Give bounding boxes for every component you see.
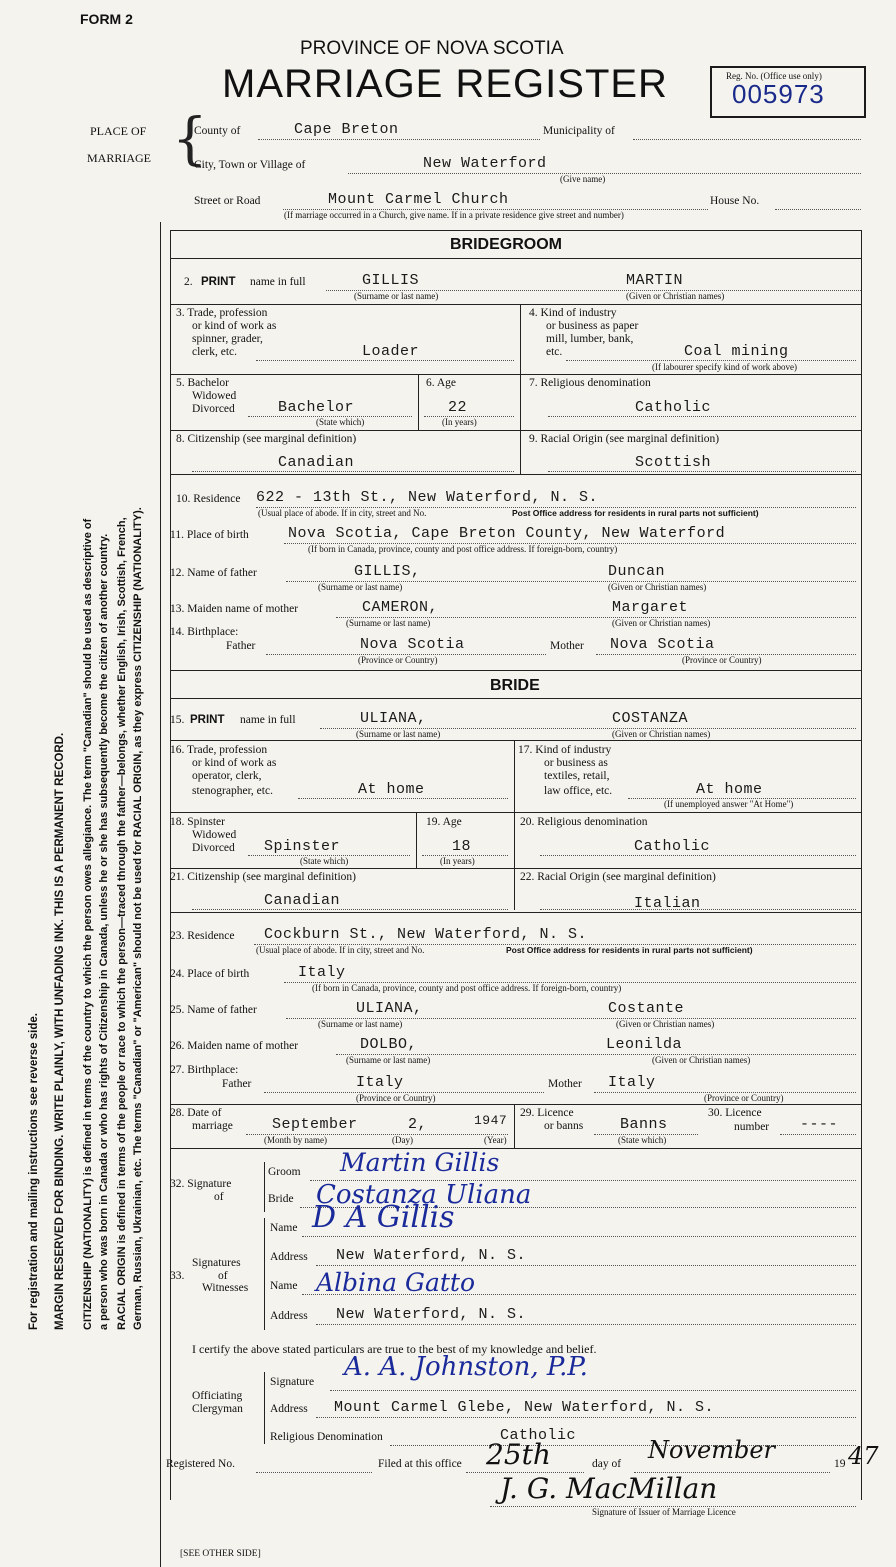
bride-father-surname: ULIANA, <box>356 1000 423 1017</box>
groom-sig-label: Groom <box>268 1166 301 1178</box>
bride-mother-birthplace: Italy <box>608 1074 656 1091</box>
groom-mother-surname: CAMERON, <box>362 599 439 616</box>
groom-citizenship: Canadian <box>278 454 355 471</box>
bride-birthplace-note: (If born in Canada, province, county and post office address. If foreign-born, country) <box>312 983 622 993</box>
month-note: (Month by name) <box>264 1135 327 1145</box>
bride-racial: Italian <box>634 895 701 912</box>
w1-signature: D A Gillis <box>312 1200 455 1235</box>
bride-father-birthplace-note: (Province or Country) <box>356 1093 436 1103</box>
w1-name-label: Name <box>270 1222 298 1234</box>
licence-label: 30. Licence <box>708 1107 762 1119</box>
bride-given-note: (Given or Christian names) <box>612 729 711 739</box>
witness-num: 33. <box>170 1270 185 1282</box>
reg-no-value: 005973 <box>732 79 825 109</box>
bride-father-label: 25. Name of father <box>170 1004 257 1016</box>
clergy-sig-label: Signature <box>270 1376 315 1388</box>
groom-trade-line-a: or kind of work as <box>192 320 277 332</box>
groom-industry-line-b: mill, lumber, bank, <box>546 333 634 345</box>
province-title: PROVINCE OF NOVA SCOTIA <box>300 38 564 59</box>
municipality-label: Municipality of <box>543 125 615 137</box>
bride-mother-birthplace-note: (Province or Country) <box>704 1093 784 1103</box>
bride-age-note: (In years) <box>440 856 475 866</box>
issuer-label: Signature of Issuer of Marriage Licence <box>592 1507 736 1517</box>
bride-heading: BRIDE <box>490 677 540 694</box>
bride-age-label: 19. Age <box>426 816 462 828</box>
groom-birthplace: Nova Scotia, Cape Breton County, New Waterford <box>288 525 726 542</box>
reg-no-label: Reg. No. (Office use only) <box>726 71 822 81</box>
bride-marital-label: 18. Spinster <box>170 816 225 828</box>
registered-label: Registered No. <box>166 1458 235 1470</box>
groom-birthplace-label: 11. Place of birth <box>170 529 249 541</box>
w1-address: New Waterford, N. S. <box>336 1247 527 1264</box>
w2-address-label: Address <box>270 1310 308 1322</box>
witness-label-of: of <box>218 1270 228 1282</box>
bride-trade: At home <box>358 781 425 798</box>
certify-text: I certify the above stated particulars are true to the best of my knowledge and belief. <box>192 1342 597 1356</box>
groom-father-surname-note: (Surname or last name) <box>318 582 403 592</box>
bride-birthplaces-father-label: Father <box>222 1078 252 1090</box>
witness-label: Signatures <box>192 1257 241 1269</box>
groom-residence-note-b: Post Office address for residents in rural parts not sufficient) <box>512 508 759 518</box>
bride-birthplaces-label: 27. Birthplace: <box>170 1064 239 1076</box>
bride-marital-note: (State which) <box>300 856 349 866</box>
groom-father-surname: GILLIS, <box>354 563 421 580</box>
bride-surname: ULIANA, <box>360 710 427 727</box>
clergyman-label: Clergyman <box>192 1403 243 1415</box>
groom-age: 22 <box>448 399 468 416</box>
clergy-religion: Catholic <box>500 1427 577 1444</box>
banns-value: Banns <box>620 1116 668 1133</box>
groom-name-label: name in full <box>250 276 306 288</box>
bride-industry: At home <box>696 781 763 798</box>
city-note: (Give name) <box>560 174 606 184</box>
groom-racial-label: 9. Racial Origin (see marginal definition) <box>529 433 720 445</box>
marriage-year: 1947 <box>474 1113 508 1128</box>
groom-heading: BRIDEGROOM <box>450 236 562 253</box>
groom-marital: Bachelor <box>278 399 355 416</box>
side-note-1: For registration and mailing instructions see reverse side. <box>28 1013 40 1330</box>
witness-label-c: Witnesses <box>202 1282 249 1294</box>
side-note-4: a person who was born in Canada or who has rights of Citizenship in Canada, unless he or she has subsequently become the citizen of another country. <box>98 533 110 1330</box>
groom-birthplace-note: (If born in Canada, province, county and post office address. If foreign-born, country) <box>308 544 618 554</box>
groom-print: PRINT <box>201 276 236 288</box>
banns-label: 29. Licence <box>520 1107 574 1119</box>
bride-trade-line-a: or kind of work as <box>192 757 277 769</box>
groom-religion: Catholic <box>635 399 712 416</box>
page-title: MARRIAGE REGISTER <box>222 62 668 106</box>
marriage-label: MARRIAGE <box>87 151 152 165</box>
bride-religion-label: 20. Religious denomination <box>520 816 648 828</box>
groom-father-label: 12. Name of father <box>170 567 257 579</box>
filed-label: Filed at this office <box>378 1458 462 1470</box>
bride-father-given-note: (Given or Christian names) <box>616 1019 715 1029</box>
issuer-signature: J. G. MacMillan <box>500 1472 718 1505</box>
w2-address: New Waterford, N. S. <box>336 1306 527 1323</box>
groom-citizenship-label: 8. Citizenship (see marginal definition) <box>176 433 357 445</box>
street-label: Street or Road <box>194 195 261 207</box>
bride-given: COSTANZA <box>612 710 689 727</box>
bride-residence-note-b: Post Office address for residents in rural parts not sufficient) <box>506 945 753 955</box>
groom-trade-line-c: clerk, etc. <box>192 346 238 358</box>
licence-number: ---- <box>800 1116 839 1133</box>
groom-marital-label: 5. Bachelor <box>176 377 230 389</box>
groom-residence-label: 10. Residence <box>176 493 241 505</box>
officiating-label: Officiating <box>192 1390 243 1402</box>
groom-mother-given-note: (Given or Christian names) <box>612 618 711 628</box>
groom-surname: GILLIS <box>362 272 420 289</box>
bride-name-label: name in full <box>240 714 296 726</box>
groom-industry-note: (If labourer specify kind of work above) <box>652 362 797 372</box>
bride-surname-note: (Surname or last name) <box>356 729 441 739</box>
bride-mother-surname-note: (Surname or last name) <box>346 1055 431 1065</box>
w2-signature: Albina Gatto <box>316 1268 476 1297</box>
house-label: House No. <box>710 195 760 207</box>
clergy-religion-label: Religious Denomination <box>270 1431 383 1443</box>
bride-citizenship: Canadian <box>264 892 341 909</box>
groom-surname-note: (Surname or last name) <box>354 291 439 301</box>
county-value: Cape Breton <box>294 121 399 138</box>
sig-label-of: of <box>214 1191 224 1203</box>
bride-father-surname-note: (Surname or last name) <box>318 1019 403 1029</box>
bride-industry-line-c: law office, etc. <box>544 785 613 797</box>
bride-mother-surname: DOLBO, <box>360 1036 418 1053</box>
groom-industry-line-c: etc. <box>546 346 563 358</box>
groom-trade: Loader <box>362 343 420 360</box>
licence-label-b: number <box>734 1121 770 1133</box>
year-prefix: 19 <box>834 1458 846 1470</box>
year-note: (Year) <box>484 1135 507 1145</box>
bride-print: PRINT <box>190 714 225 726</box>
groom-industry: Coal mining <box>684 343 789 360</box>
bride-industry-note: (If unemployed answer "At Home") <box>664 799 794 809</box>
bride-residence: Cockburn St., New Waterford, N. S. <box>264 926 588 943</box>
frame-left <box>160 222 161 1567</box>
bride-citizenship-label: 21. Citizenship (see marginal definition) <box>170 871 356 883</box>
marriage-month: September <box>272 1116 358 1133</box>
groom-given-note: (Given or Christian names) <box>626 291 725 301</box>
groom-mother-surname-note: (Surname or last name) <box>346 618 431 628</box>
groom-marital-divorced: Divorced <box>192 403 235 415</box>
city-label: City, Town or Village of <box>194 159 306 171</box>
groom-birthplaces-mother-label: Mother <box>550 640 584 652</box>
groom-age-note: (In years) <box>442 417 477 427</box>
side-note-5: RACIAL ORIGIN is defined in terms of the people or race to which the person—traced through the father—belongs, whether English, Irish, Scottish, French, <box>116 517 128 1330</box>
groom-father-given: Duncan <box>608 563 666 580</box>
groom-signature: Martin Gillis <box>340 1148 500 1177</box>
groom-mother-label: 13. Maiden name of mother <box>170 603 299 615</box>
w1-address-label: Address <box>270 1251 308 1263</box>
groom-trade-label: 3. Trade, profession <box>176 307 268 319</box>
day-of-label: day of <box>592 1458 622 1470</box>
date-label: 28. Date of <box>170 1107 222 1119</box>
place-of-label: PLACE OF <box>90 124 147 138</box>
bride-sig-label: Bride <box>268 1193 294 1205</box>
banns-note: (State which) <box>618 1135 667 1145</box>
place-brace: { <box>172 107 208 172</box>
bride-birthplaces-mother-label: Mother <box>548 1078 582 1090</box>
bride-birthplace: Italy <box>298 964 346 981</box>
groom-father-birthplace-note: (Province or Country) <box>358 655 438 665</box>
groom-marital-note: (State which) <box>316 417 365 427</box>
bride-trade-line-c: stenographer, etc. <box>192 785 273 797</box>
bride-father-birthplace: Italy <box>356 1074 404 1091</box>
bride-mother-given-note: (Given or Christian names) <box>652 1055 751 1065</box>
bride-name-num: 15. <box>170 714 185 726</box>
groom-residence-note: (Usual place of abode. If in city, street and No. <box>258 508 427 518</box>
clergy-address-label: Address <box>270 1403 308 1415</box>
side-note-6: German, Russian, Ukrainian, etc. The terms "Canadian" or "American" should not be used for RACIAL ORIGIN, as they express CITIZENSHIP (NATIONALITY). <box>132 507 144 1330</box>
bride-father-given: Costante <box>608 1000 685 1017</box>
bride-residence-note: (Usual place of abode. If in city, street and No. <box>256 945 425 955</box>
bride-industry-label: 17. Kind of industry <box>518 744 612 756</box>
banns-label-b: or banns <box>544 1120 584 1132</box>
bride-trade-line-b: operator, clerk, <box>192 770 262 782</box>
groom-age-label: 6. Age <box>426 377 457 389</box>
groom-trade-line-b: spinner, grader, <box>192 333 263 345</box>
county-label: County of <box>194 125 241 137</box>
filed-month: November <box>648 1436 776 1464</box>
bride-marital: Spinster <box>264 838 341 855</box>
groom-father-birthplace: Nova Scotia <box>360 636 465 653</box>
side-notes <box>12 90 172 1390</box>
bride-marital-divorced: Divorced <box>192 842 235 854</box>
groom-birthplaces-label: 14. Birthplace: <box>170 626 239 638</box>
bride-age: 18 <box>452 838 472 855</box>
groom-religion-label: 7. Religious denomination <box>529 377 651 389</box>
street-value: Mount Carmel Church <box>328 191 509 208</box>
groom-industry-line-a: or business as paper <box>546 320 639 332</box>
clergy-address: Mount Carmel Glebe, New Waterford, N. S. <box>334 1399 715 1416</box>
date-label-b: marriage <box>192 1120 233 1132</box>
bride-residence-label: 23. Residence <box>170 930 235 942</box>
groom-father-given-note: (Given or Christian names) <box>608 582 707 592</box>
bride-religion: Catholic <box>634 838 711 855</box>
groom-birthplaces-father-label: Father <box>226 640 256 652</box>
groom-mother-given: Margaret <box>612 599 689 616</box>
city-value: New Waterford <box>423 155 547 172</box>
groom-industry-label: 4. Kind of industry <box>529 307 617 319</box>
groom-name-num: 2. <box>184 276 193 288</box>
side-note-2: MARGIN RESERVED FOR BINDING. WRITE PLAINLY, WITH UNFADING INK. THIS IS A PERMANENT RECORD. <box>54 732 66 1330</box>
form-number: FORM 2 <box>80 11 133 27</box>
bride-mother-given: Leonilda <box>606 1036 683 1053</box>
bride-industry-line-a: or business as <box>544 757 608 769</box>
bride-industry-line-b: textiles, retail, <box>544 770 610 782</box>
bride-trade-label: 16. Trade, profession <box>170 744 268 756</box>
marriage-day: 2, <box>408 1116 428 1133</box>
bride-birthplace-label: 24. Place of birth <box>170 968 250 980</box>
bride-marital-widowed: Widowed <box>192 829 237 841</box>
side-note-3: CITIZENSHIP (NATIONALITY) is defined in terms of the country to which the person owes allegiance. The term "Canadian" should be used as descriptive of <box>82 518 94 1330</box>
see-other-side: [SEE OTHER SIDE] <box>180 1549 261 1559</box>
groom-residence: 622 - 13th St., New Waterford, N. S. <box>256 489 599 506</box>
w2-name-label: Name <box>270 1280 298 1292</box>
sig-label: 32. Signature <box>170 1178 232 1190</box>
filed-year: 47 <box>848 1442 879 1470</box>
clergy-signature: A. A. Johnston, P.P. <box>344 1352 588 1382</box>
reg-no-box <box>710 66 866 118</box>
groom-marital-widowed: Widowed <box>192 390 237 402</box>
bride-racial-label: 22. Racial Origin (see marginal definition) <box>520 871 716 883</box>
filed-day: 25th <box>486 1438 551 1471</box>
day-note: (Day) <box>392 1135 413 1145</box>
groom-given: MARTIN <box>626 272 684 289</box>
groom-mother-birthplace-note: (Province or Country) <box>682 655 762 665</box>
groom-racial: Scottish <box>635 454 712 471</box>
street-note: (If marriage occurred in a Church, give name. If in a private residence give street and number) <box>284 210 624 220</box>
groom-mother-birthplace: Nova Scotia <box>610 636 715 653</box>
bride-mother-label: 26. Maiden name of mother <box>170 1040 299 1052</box>
bride-signature: Costanza Uliana <box>316 1180 532 1210</box>
